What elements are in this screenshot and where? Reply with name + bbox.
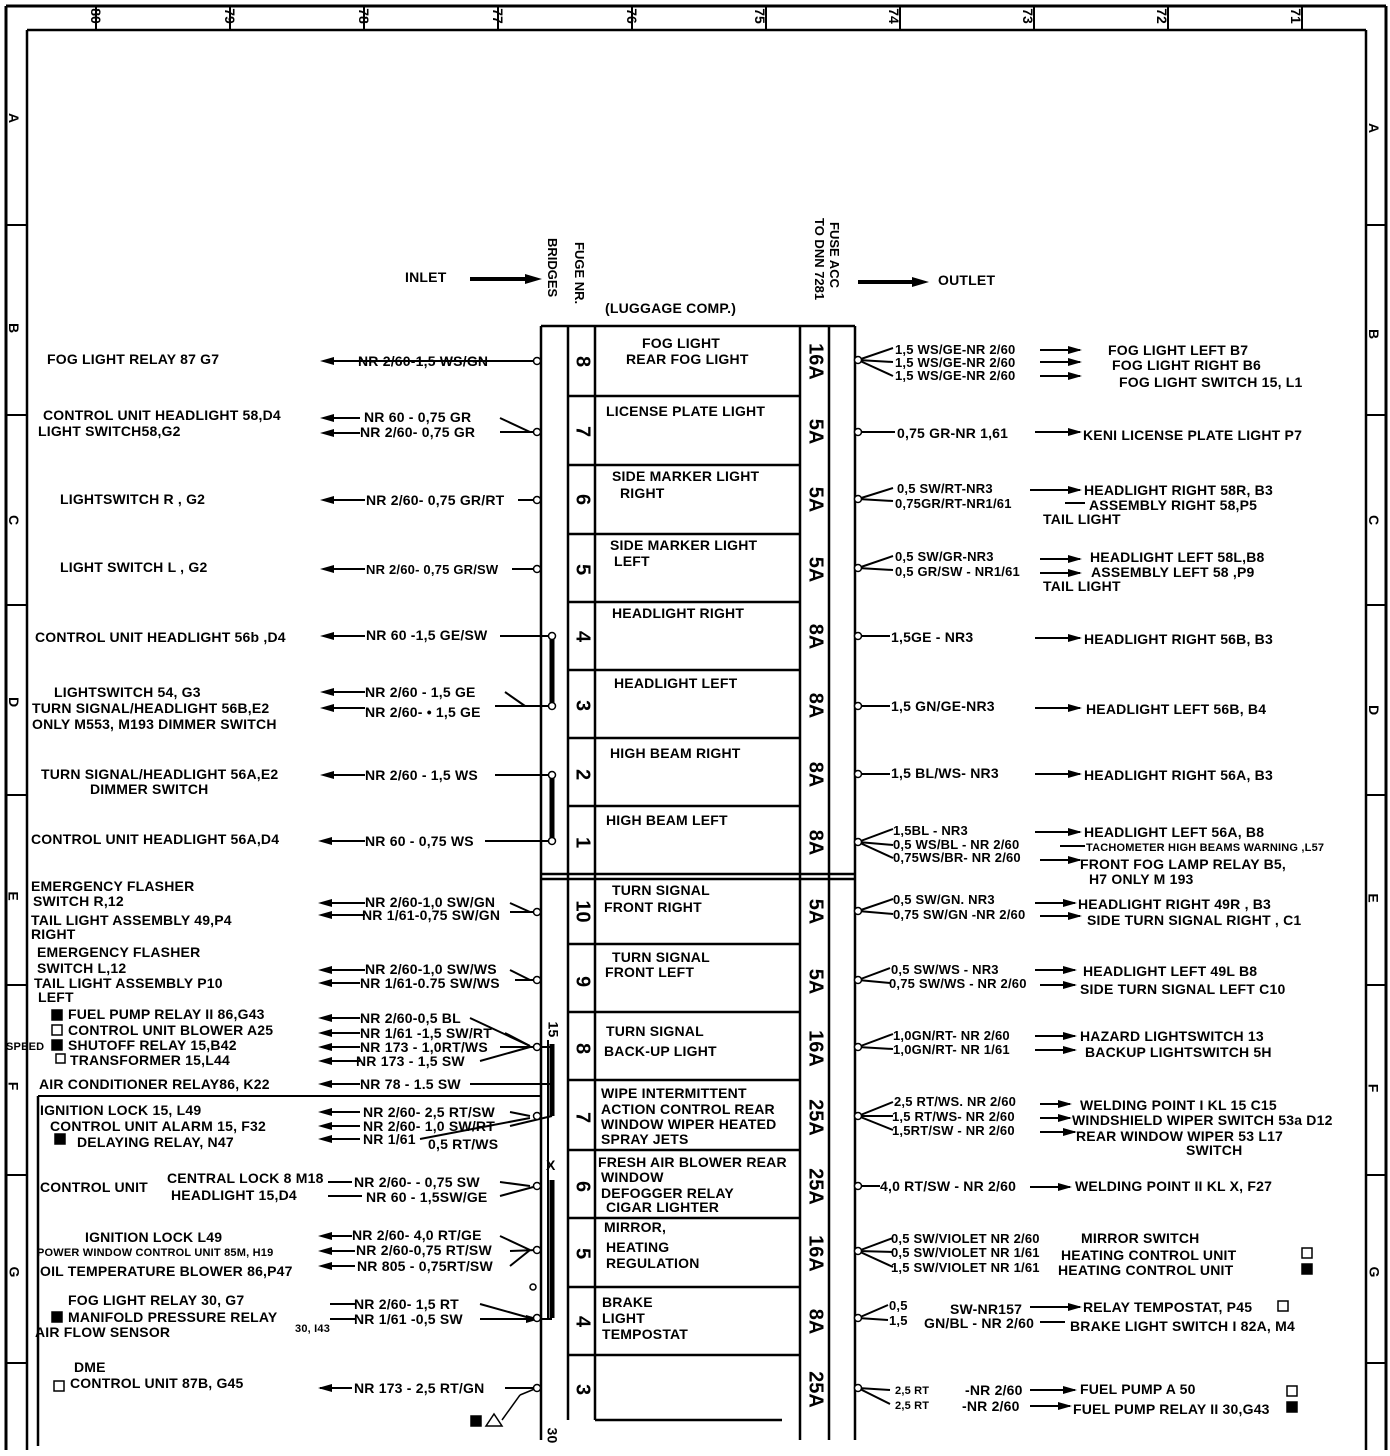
component-label: 30, I43 bbox=[295, 1323, 331, 1335]
component-label: HEATING CONTROL UNIT bbox=[1058, 1262, 1234, 1278]
fuse-number: 1 bbox=[571, 836, 594, 849]
wire-code: 1,5RT/SW - NR 2/60 bbox=[892, 1123, 1015, 1138]
fuse-acc-header-2: TO DNN 7281 bbox=[812, 218, 827, 301]
component-label: MANIFOLD PRESSURE RELAY bbox=[68, 1309, 278, 1325]
fuse-rating: 5A bbox=[804, 418, 827, 445]
fuse-acc-header: FUSE ACC bbox=[827, 222, 842, 288]
fuse-desc: BACK-UP LIGHT bbox=[604, 1043, 717, 1059]
wire-code: NR 2/60 - 1,5 GE bbox=[365, 684, 476, 700]
wire-code: NR 60 - 0,75 WS bbox=[365, 833, 474, 849]
component-label: TAIL LIGHT ASSEMBLY 49,P4 bbox=[31, 912, 232, 928]
component-label: IGNITION LOCK 15, L49 bbox=[40, 1102, 202, 1118]
fuse-number: 4 bbox=[571, 630, 594, 643]
component-label: LIGHTSWITCH 54, G3 bbox=[54, 684, 201, 700]
wire-code: NR 2/60- 0,75 GR/RT bbox=[366, 492, 505, 508]
fuse-rating: 16A bbox=[804, 343, 827, 380]
component-label: AIR FLOW SENSOR bbox=[35, 1324, 171, 1340]
ruler-col-77: 77 bbox=[489, 8, 506, 24]
component-label: CONTROL UNIT HEADLIGHT 58,D4 bbox=[43, 407, 281, 423]
ruler-col-78: 78 bbox=[355, 8, 372, 24]
fuse-desc: DEFOGGER RELAY bbox=[601, 1185, 734, 1201]
component-label: RELAY TEMPOSTAT, P45 bbox=[1083, 1299, 1253, 1315]
component-label: HEATING CONTROL UNIT bbox=[1061, 1247, 1237, 1263]
component-label: WELDING POINT I KL 15 C15 bbox=[1080, 1097, 1277, 1113]
wire-code: 0,75 SW/WS - NR 2/60 bbox=[889, 976, 1027, 991]
ruler-row-f-left: F bbox=[5, 1081, 22, 1091]
fuse-desc: WINDOW bbox=[601, 1169, 664, 1185]
wire-code: SW-NR157 bbox=[950, 1301, 1023, 1317]
component-label: CONTROL UNIT bbox=[40, 1179, 148, 1195]
wire-code: NR 1/61-0,75 SW/GN bbox=[362, 907, 501, 923]
component-label: CONTROL UNIT 87B, G45 bbox=[70, 1375, 244, 1391]
wire-code: NR 1/61-0.75 SW/WS bbox=[360, 975, 500, 991]
component-label: HEADLIGHT RIGHT 56A, B3 bbox=[1084, 767, 1273, 783]
wire-code: NR 2/60-0,5 BL bbox=[360, 1010, 461, 1026]
component-label: IGNITION LOCK L49 bbox=[85, 1229, 223, 1245]
ruler-col-80: 80 bbox=[87, 8, 104, 24]
wire-code: 0,5 SW/VIOLET NR 2/60 bbox=[891, 1231, 1040, 1246]
ruler-row-e-left: E bbox=[5, 891, 22, 901]
fuse-rating: 8A bbox=[804, 761, 827, 788]
fuse-desc: TURN SIGNAL bbox=[612, 882, 710, 898]
component-label: DME bbox=[74, 1359, 106, 1375]
wire-code: 1,5 SW/VIOLET NR 1/61 bbox=[891, 1260, 1040, 1275]
component-label: ASSEMBLY RIGHT 58,P5 bbox=[1089, 497, 1258, 513]
wire-code: NR 2/60-1,0 SW/GN bbox=[365, 894, 496, 910]
wire-code: NR 173 - 2,5 RT/GN bbox=[354, 1380, 485, 1396]
wire-code: 1,0GN/RT- NR 2/60 bbox=[893, 1028, 1010, 1043]
wire-code: NR 60 - 1,5SW/GE bbox=[366, 1189, 488, 1205]
wire-code: NR 60 - 0,75 GR bbox=[364, 409, 472, 425]
component-label: AIR CONDITIONER RELAY86, K22 bbox=[39, 1076, 270, 1092]
component-label: EMERGENCY FLASHER bbox=[31, 878, 195, 894]
ruler-row-a-right: A bbox=[1366, 122, 1383, 134]
ruler-row-g-left: G bbox=[6, 1266, 23, 1278]
component-label: SIDE TURN SIGNAL RIGHT , C1 bbox=[1087, 912, 1302, 928]
wire-code: NR 60 -1,5 GE/SW bbox=[366, 627, 488, 643]
fuse-rating: 5A bbox=[804, 898, 827, 925]
fuse-number: 5 bbox=[571, 563, 594, 576]
fuse-desc: REGULATION bbox=[606, 1255, 700, 1271]
fuse-desc: HIGH BEAM RIGHT bbox=[610, 745, 741, 761]
component-label: WINDSHIELD WIPER SWITCH 53a D12 bbox=[1072, 1112, 1333, 1128]
ruler-row-c-left: C bbox=[6, 514, 23, 526]
fuse-desc: RIGHT bbox=[620, 485, 665, 501]
ruler-row-d-right: D bbox=[1366, 704, 1383, 716]
component-label: LIGHT SWITCH58,G2 bbox=[38, 423, 181, 439]
wire-code: NR 173 - 1,0RT/WS bbox=[360, 1039, 488, 1055]
fuse-number: 3 bbox=[571, 699, 594, 712]
component-label: ONLY M553, M193 DIMMER SWITCH bbox=[32, 716, 277, 732]
ruler-row-b-right: B bbox=[1366, 328, 1383, 340]
component-label: POWER WINDOW CONTROL UNIT 85M, H19 bbox=[37, 1247, 274, 1259]
wire-code: 4,0 RT/SW - NR 2/60 bbox=[880, 1178, 1017, 1194]
component-label: EMERGENCY FLASHER bbox=[37, 944, 201, 960]
component-label: FUEL PUMP RELAY II 86,G43 bbox=[68, 1006, 265, 1022]
wire-code: GN/BL - NR 2/60 bbox=[924, 1315, 1035, 1331]
ruler-row-g-right: G bbox=[1366, 1266, 1383, 1278]
component-label: TURN SIGNAL/HEADLIGHT 56B,E2 bbox=[32, 700, 270, 716]
wire-code: NR 2/60-1,5 WS/GN bbox=[358, 353, 489, 369]
fuse-desc: SIDE MARKER LIGHT bbox=[610, 537, 758, 553]
wire-code: NR 78 - 1.5 SW bbox=[360, 1076, 461, 1092]
wire-code: 0,5 SW/VIOLET NR 1/61 bbox=[891, 1245, 1040, 1260]
fuse-desc: LIGHT bbox=[602, 1310, 645, 1326]
component-label: FUEL PUMP RELAY II 30,G43 bbox=[1073, 1401, 1270, 1417]
luggage-label: (LUGGAGE COMP.) bbox=[605, 300, 737, 316]
ruler-row-e-right: E bbox=[1365, 893, 1382, 903]
component-label: HEADLIGHT LEFT 58L,B8 bbox=[1090, 549, 1265, 565]
component-label: LIGHT SWITCH L , G2 bbox=[60, 559, 208, 575]
component-label: SWITCH L,12 bbox=[37, 960, 127, 976]
fuse-rating: 8A bbox=[804, 623, 827, 650]
component-label: FOG LIGHT SWITCH 15, L1 bbox=[1119, 374, 1303, 390]
wire-code: NR 2/60- - 0,75 SW bbox=[354, 1174, 480, 1190]
wire-code: NR 2/60 - 1,5 WS bbox=[365, 767, 478, 783]
wire-code: 1,0GN/RT- NR 1/61 bbox=[893, 1042, 1010, 1057]
wire-code: 2,5 RT bbox=[895, 1400, 930, 1412]
wire-code: 0,5 RT/WS bbox=[428, 1136, 499, 1152]
component-label: WELDING POINT II KL X, F27 bbox=[1075, 1178, 1273, 1194]
fuse-desc: LICENSE PLATE LIGHT bbox=[606, 403, 766, 419]
fuse-number: 2 bbox=[571, 768, 594, 781]
wire-code: 2,5 RT bbox=[895, 1385, 930, 1397]
component-label: SHUTOFF RELAY 15,B42 bbox=[68, 1037, 237, 1053]
wire-code: 0,5 SW/RT-NR3 bbox=[897, 481, 993, 496]
component-label: MIRROR SWITCH bbox=[1081, 1230, 1200, 1246]
component-label: FOG LIGHT RELAY 30, G7 bbox=[68, 1292, 245, 1308]
fuse-desc: SPRAY JETS bbox=[601, 1131, 689, 1147]
fuse-rating: 25A bbox=[804, 1371, 827, 1408]
ruler-col-71: 71 bbox=[1287, 8, 1304, 24]
fuse-rating: 8A bbox=[804, 692, 827, 719]
component-label: KENI LICENSE PLATE LIGHT P7 bbox=[1083, 427, 1303, 443]
wire-code: 0,75WS/BR- NR 2/60 bbox=[893, 850, 1021, 865]
fuse-rating: 5A bbox=[804, 556, 827, 583]
fuse-number: 4 bbox=[571, 1315, 594, 1328]
fuse-desc: FOG LIGHT bbox=[642, 335, 721, 351]
fuse-desc: TEMPOSTAT bbox=[602, 1326, 689, 1342]
wire-code: 0,75 GR-NR 1,61 bbox=[897, 425, 1009, 441]
ruler-col-75: 75 bbox=[751, 8, 768, 24]
bridge-mark-15: 15 bbox=[545, 1021, 562, 1038]
fuse-number: 8 bbox=[571, 1042, 594, 1055]
fuse-rating: 25A bbox=[804, 1168, 827, 1205]
component-label: HEADLIGHT 15,D4 bbox=[171, 1187, 297, 1203]
ruler-col-72: 72 bbox=[1153, 8, 1170, 24]
ruler-col-74: 74 bbox=[885, 8, 902, 24]
fuse-desc: HIGH BEAM LEFT bbox=[606, 812, 728, 828]
wire-code: 0,75GR/RT-NR1/61 bbox=[895, 496, 1012, 511]
wire-code: NR 2/60-1,0 SW/WS bbox=[365, 961, 497, 977]
wire-code: 1,5 WS/GE-NR 2/60 bbox=[895, 342, 1016, 357]
fuse-desc: ACTION CONTROL REAR bbox=[601, 1101, 775, 1117]
fuse-desc: HEADLIGHT RIGHT bbox=[612, 605, 745, 621]
fuse-rating: 5A bbox=[804, 968, 827, 995]
component-label: LIGHTSWITCH R , G2 bbox=[60, 491, 206, 507]
ruler-row-a-left: A bbox=[6, 112, 23, 124]
component-label: TAIL LIGHT ASSEMBLY P10 bbox=[34, 975, 223, 991]
wire-code: NR 805 - 0,75RT/SW bbox=[357, 1258, 493, 1274]
wire-code: 2,5 RT/WS. NR 2/60 bbox=[894, 1094, 1017, 1109]
fuse-number: 8 bbox=[571, 355, 594, 368]
fuse-number: 9 bbox=[571, 975, 594, 988]
component-label: FRONT FOG LAMP RELAY B5, bbox=[1080, 856, 1287, 872]
wire-code: 0,75 SW/GN -NR 2/60 bbox=[893, 907, 1026, 922]
component-label: HEADLIGHT LEFT 56A, B8 bbox=[1084, 824, 1265, 840]
inlet-label: INLET bbox=[405, 269, 447, 285]
fuge-nr-header: FUGE NR. bbox=[572, 242, 587, 305]
component-label: DELAYING RELAY, N47 bbox=[77, 1134, 234, 1150]
component-label: HEADLIGHT RIGHT 56B, B3 bbox=[1084, 631, 1273, 647]
component-label: SIDE TURN SIGNAL LEFT C10 bbox=[1080, 981, 1286, 997]
wire-code: 0,5 WS/BL - NR 2/60 bbox=[893, 837, 1020, 852]
wire-code: 0,5 SW/GR-NR3 bbox=[895, 549, 994, 564]
component-label: H7 ONLY M 193 bbox=[1089, 871, 1194, 887]
component-label: REAR WINDOW WIPER 53 L17 bbox=[1076, 1128, 1284, 1144]
ruler-row-d-left: D bbox=[6, 696, 23, 708]
wire-code: -NR 2/60 bbox=[965, 1382, 1023, 1398]
component-label: RIGHT bbox=[31, 926, 76, 942]
wire-code: 1,5 WS/GE-NR 2/60 bbox=[895, 368, 1016, 383]
wire-code: 0,5 bbox=[889, 1298, 908, 1313]
outlet-label: OUTLET bbox=[938, 272, 996, 288]
wire-code: 1,5 bbox=[889, 1313, 908, 1328]
fuse-desc: BRAKE bbox=[602, 1294, 653, 1310]
fuse-rating: 16A bbox=[804, 1030, 827, 1067]
component-label: FOG LIGHT RIGHT B6 bbox=[1112, 357, 1262, 373]
wire-code: NR 2/60- 1,0 SW/RT bbox=[363, 1118, 495, 1134]
component-label: TAIL LIGHT bbox=[1043, 511, 1121, 527]
component-label: TRANSFORMER 15,L44 bbox=[70, 1052, 230, 1068]
fuse-desc: HEATING bbox=[606, 1239, 670, 1255]
fuse-number: 3 bbox=[571, 1383, 594, 1396]
component-label: CENTRAL LOCK 8 M18 bbox=[167, 1170, 324, 1186]
wire-code: NR 1/61 -1,5 SW/RT bbox=[360, 1025, 492, 1041]
component-label: FOG LIGHT RELAY 87 G7 bbox=[47, 351, 220, 367]
wire-code: NR 2/60- 4,0 RT/GE bbox=[352, 1227, 482, 1243]
wire-code: NR 2/60- 1,5 RT bbox=[354, 1296, 459, 1312]
fuse-desc: TURN SIGNAL bbox=[606, 1023, 704, 1039]
component-label: ASSEMBLY LEFT 58 ,P9 bbox=[1091, 564, 1255, 580]
component-label: TURN SIGNAL/HEADLIGHT 56A,E2 bbox=[41, 766, 279, 782]
wire-code: 0,5 SW/WS - NR3 bbox=[891, 962, 999, 977]
fuse-desc: TURN SIGNAL bbox=[612, 949, 710, 965]
bridge-mark-x: X bbox=[546, 1157, 556, 1173]
fuse-desc: FRONT LEFT bbox=[605, 964, 695, 980]
ruler-row-c-right: C bbox=[1366, 514, 1383, 526]
wire-code: 1,5 GN/GE-NR3 bbox=[891, 698, 995, 714]
component-label: HEADLIGHT RIGHT 58R, B3 bbox=[1084, 482, 1273, 498]
wire-code: 0,5 SW/GN. NR3 bbox=[893, 892, 995, 907]
component-label: SWITCH bbox=[1186, 1142, 1243, 1158]
component-label: FOG LIGHT LEFT B7 bbox=[1108, 342, 1249, 358]
component-label: CONTROL UNIT HEADLIGHT 56b ,D4 bbox=[35, 629, 286, 645]
component-label: SPEED bbox=[6, 1041, 45, 1053]
wire-code: -NR 2/60 bbox=[962, 1398, 1020, 1414]
component-label: LEFT bbox=[38, 989, 74, 1005]
wire-code: 1,5 WS/GE-NR 2/60 bbox=[895, 355, 1016, 370]
ruler-row-b-left: B bbox=[6, 322, 23, 334]
component-label: HAZARD LIGHTSWITCH 13 bbox=[1080, 1028, 1264, 1044]
fuse-number: 7 bbox=[571, 425, 594, 438]
component-label: CONTROL UNIT ALARM 15, F32 bbox=[50, 1118, 266, 1134]
fuse-desc: FRESH AIR BLOWER REAR bbox=[598, 1154, 787, 1170]
wire-code: 1,5BL - NR3 bbox=[893, 823, 968, 838]
fuse-desc: MIRROR, bbox=[604, 1219, 667, 1235]
fuse-desc: LEFT bbox=[614, 553, 650, 569]
component-label: BRAKE LIGHT SWITCH I 82A, M4 bbox=[1070, 1318, 1295, 1334]
fuse-rating: 25A bbox=[804, 1099, 827, 1136]
component-label: FUEL PUMP A 50 bbox=[1080, 1381, 1196, 1397]
component-label: CONTROL UNIT HEADLIGHT 56A,D4 bbox=[31, 831, 280, 847]
wire-code: NR 2/60- 0,75 GR/SW bbox=[366, 562, 499, 577]
fuse-desc: WINDOW WIPER HEATED bbox=[601, 1116, 777, 1132]
fuse-rating: 16A bbox=[804, 1235, 827, 1272]
ruler-col-73: 73 bbox=[1019, 8, 1036, 24]
fuse-number: 6 bbox=[571, 1180, 594, 1193]
fuse-number: 6 bbox=[571, 493, 594, 506]
component-label: HEADLIGHT LEFT 49L B8 bbox=[1083, 963, 1258, 979]
component-label: DIMMER SWITCH bbox=[90, 781, 209, 797]
component-label: HEADLIGHT RIGHT 49R , B3 bbox=[1078, 896, 1272, 912]
component-label: CONTROL UNIT BLOWER A25 bbox=[68, 1022, 274, 1038]
component-label: SWITCH R,12 bbox=[33, 893, 124, 909]
ruler-col-79: 79 bbox=[221, 8, 238, 24]
wire-code: 1,5 RT/WS- NR 2/60 bbox=[892, 1109, 1015, 1124]
fuse-rating: 8A bbox=[804, 829, 827, 856]
component-label: OIL TEMPERATURE BLOWER 86,P47 bbox=[40, 1263, 293, 1279]
ruler-row-f-right: F bbox=[1365, 1083, 1382, 1093]
ruler-col-76: 76 bbox=[623, 8, 640, 24]
fuse-number: 7 bbox=[571, 1111, 594, 1124]
component-label: BACKUP LIGHTSWITCH 5H bbox=[1085, 1044, 1272, 1060]
wire-code: NR 2/60- • 1,5 GE bbox=[365, 704, 481, 720]
fuse-desc: WIPE INTERMITTENT bbox=[601, 1085, 747, 1101]
bottom-30-label: 30 bbox=[544, 1427, 561, 1444]
wire-code: NR 2/60-0,75 RT/SW bbox=[356, 1242, 492, 1258]
wire-code: NR 2/60- 2,5 RT/SW bbox=[363, 1104, 495, 1120]
wire-code: NR 2/60- 0,75 GR bbox=[360, 424, 476, 440]
wire-code: NR 1/61 -0,5 SW bbox=[354, 1311, 463, 1327]
fuse-number: 5 bbox=[571, 1247, 594, 1260]
wire-code: NR 173 - 1,5 SW bbox=[356, 1053, 465, 1069]
fuse-desc: CIGAR LIGHTER bbox=[606, 1199, 720, 1215]
wire-code: 0,5 GR/SW - NR1/61 bbox=[895, 564, 1020, 579]
wire-code: 1,5GE - NR3 bbox=[891, 629, 974, 645]
fuse-rating: 8A bbox=[804, 1308, 827, 1335]
fuse-desc: REAR FOG LIGHT bbox=[626, 351, 749, 367]
fuse-desc: HEADLIGHT LEFT bbox=[614, 675, 738, 691]
wire-code: NR 1/61 bbox=[363, 1131, 416, 1147]
component-label: TAIL LIGHT bbox=[1043, 578, 1121, 594]
fuse-number: 10 bbox=[571, 900, 594, 923]
wire-code: 1,5 BL/WS- NR3 bbox=[891, 765, 999, 781]
bridges-header: BRIDGES bbox=[545, 238, 560, 298]
fuse-desc: SIDE MARKER LIGHT bbox=[612, 468, 760, 484]
component-label: HEADLIGHT LEFT 56B, B4 bbox=[1086, 701, 1267, 717]
component-label: TACHOMETER HIGH BEAMS WARNING ,L57 bbox=[1086, 842, 1325, 854]
fuse-desc: FRONT RIGHT bbox=[604, 899, 702, 915]
fuse-rating: 5A bbox=[804, 486, 827, 513]
